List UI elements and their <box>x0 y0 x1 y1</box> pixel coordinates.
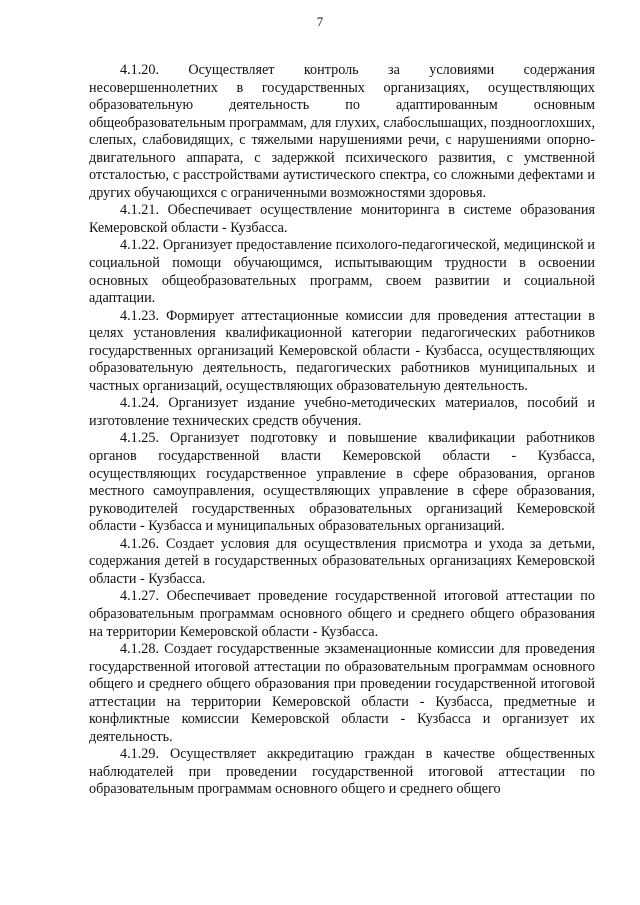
paragraph-4-1-24: 4.1.24. Организует издание учебно-методических материалов, пособий и изготовление технических средств обучения. <box>89 395 595 429</box>
paragraph-4-1-25: 4.1.25. Организует подготовку и повышение квалификации работников органов государственной власти Кемеровской области - Кузбасса, осуществляющих государственное управление в сфере образования, органов местного самоуправления, осуществляющих управление в сфере образования, руководителей государственных образовательных организаций Кемеровской области - Кузбасса и муниципальных образовательных организаций. <box>89 430 595 535</box>
page-number: 7 <box>316 14 324 29</box>
paragraph-4-1-23: 4.1.23. Формирует аттестационные комиссии для проведения аттестации в целях установления квалификационной категории педагогических работников государственных организаций Кемеровской области - Кузбасса, осуществляющих образовательную деятельность, педагогических работников муниципальных и частных организаций, осуществляющих образовательную деятельность. <box>89 307 595 394</box>
paragraph-4-1-28: 4.1.28. Создает государственные экзаменационные комиссии для проведения государственной итоговой аттестации по образовательным программам основного общего и среднего общего образования при проведении государственной итоговой аттестации на территории Кемеровской области - Кузбасса, предметные и конфликтные комиссии Кемеровской области - Кузбасса и организует их деятельность. <box>89 641 595 745</box>
paragraph-4-1-29: 4.1.29. Осуществляет аккредитацию граждан в качестве общественных наблюдателей при проведении государственной итоговой аттестации по образовательным программам основного общего и среднего общего <box>89 746 595 798</box>
paragraph-4-1-21: 4.1.21. Обеспечивает осуществление мониторинга в системе образования Кемеровской области - Кузбасса. <box>89 202 595 236</box>
document-body <box>89 62 595 799</box>
paragraph-4-1-27: 4.1.27. Обеспечивает проведение государственной итоговой аттестации по образовательным программам основного общего и среднего общего образования на территории Кемеровской области - Кузбасса. <box>89 588 595 640</box>
paragraph-4-1-22: 4.1.22. Организует предоставление психолого-педагогической, медицинской и социальной помощи обучающимся, испытывающим трудности в освоении основных общеобразовательных программ, своем развитии и социальной адаптации. <box>89 237 595 307</box>
paragraph-4-1-26: 4.1.26. Создает условия для осуществления присмотра и ухода за детьми, содержания детей в государственных образовательных организациях Кемеровской области - Кузбасса. <box>89 535 595 587</box>
paragraph-4-1-20: 4.1.20. Осуществляет контроль за условиями содержания несовершеннолетних в государственных организациях, осуществляющих образовательную деятельность по адаптированным основным общеобразовательным программам, для глухих, слабослышащих, позднооглохших, слепых, слабовидящих, с тяжелыми нарушениями речи, с нарушениями опорно-двигательного аппарата, с задержкой психического развития, с умственной отсталостью, с расстройствами аутистического спектра, со сложными дефектами и других обучающихся с ограниченными возможностями здоровья. <box>89 62 595 201</box>
